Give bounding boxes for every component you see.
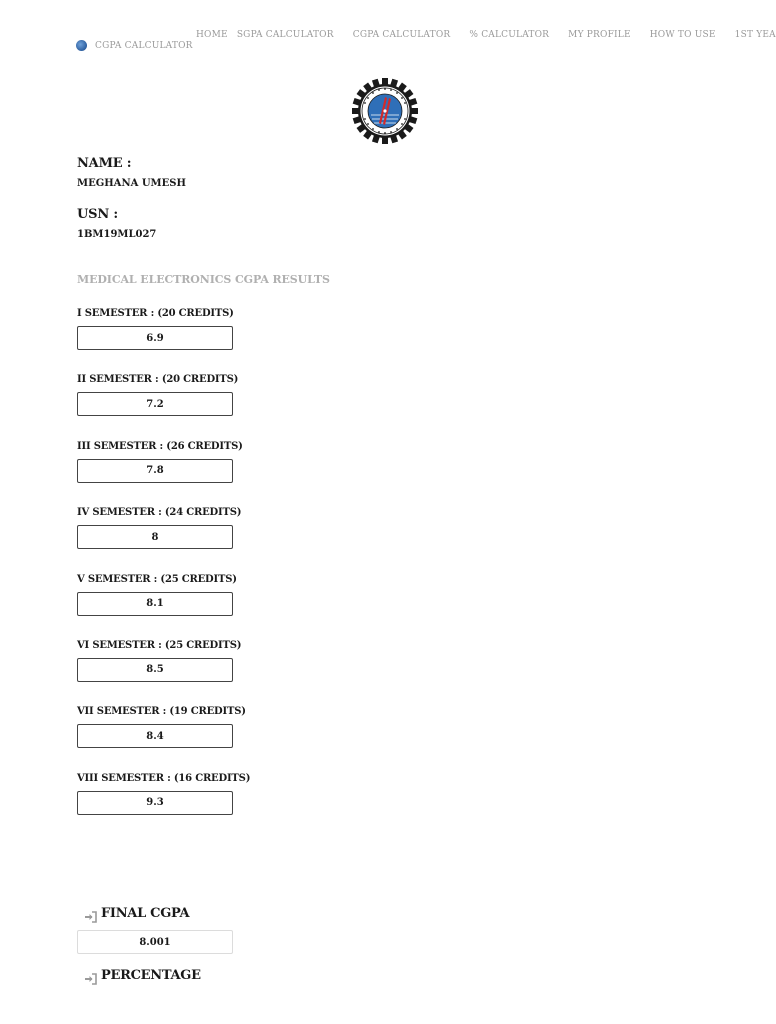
semester-item [77,374,477,440]
brand-link[interactable] [76,40,193,51]
name-title: NAME : [77,156,132,171]
nav-sgpa-calculator[interactable]: SGPA CALCULATOR [236,30,334,40]
semester-label: VII SEMESTER : (19 CREDITS) [77,706,246,718]
semester-item [77,507,477,573]
final-cgpa-label: FINAL CGPA [101,906,190,921]
final-cgpa-field[interactable]: 8.001 [77,930,233,954]
nav-how-to-use[interactable]: HOW TO USE [649,30,716,40]
semester-list [77,308,477,839]
college-gear-logo-icon [352,78,418,144]
name-block [77,156,477,189]
semester-label: VI SEMESTER : (25 CREDITS) [77,639,242,651]
top-navbar [0,0,776,60]
usn-block [77,207,477,240]
semester-item [77,640,477,706]
semester-item [77,706,477,772]
semester-item [77,441,477,507]
main-nav [196,30,776,40]
semester-item [77,773,477,839]
nav-first-year[interactable]: 1ST YEA [734,30,776,40]
semester-label: II SEMESTER : (20 CREDITS) [77,374,239,386]
results-heading: MEDICAL ELECTRONICS CGPA RESULTS [77,273,330,286]
results-content [77,156,477,839]
semester-label: I SEMESTER : (20 CREDITS) [77,308,234,319]
percentage-heading [84,968,201,983]
college-logo-dot-icon [76,40,87,51]
semester-label: VIII SEMESTER : (16 CREDITS) [77,772,251,784]
sign-in-icon [84,908,98,920]
semester-sgpa-field[interactable]: 8.5 [77,658,233,682]
semester-sgpa-field[interactable]: 9.3 [77,791,233,815]
semester-item [77,308,477,374]
semester-label: IV SEMESTER : (24 CREDITS) [77,507,242,519]
semester-sgpa-field[interactable]: 7.2 [77,392,233,416]
semester-item [77,574,477,640]
semester-label: V SEMESTER : (25 CREDITS) [77,573,237,585]
nav-my-profile[interactable]: MY PROFILE [568,30,631,40]
brand-label: CGPA CALCULATOR [95,40,193,51]
sign-in-icon [84,970,98,982]
usn-title: USN : [77,207,118,222]
student-usn: 1BM19ML027 [77,229,157,240]
semester-sgpa-field[interactable]: 8.1 [77,592,233,616]
final-cgpa-heading [84,906,189,921]
semester-sgpa-field[interactable]: 8 [77,525,233,549]
student-name: MEGHANA UMESH [77,178,186,189]
semester-sgpa-field[interactable]: 8.4 [77,724,233,748]
semester-sgpa-field[interactable]: 6.9 [77,326,233,350]
percentage-label: PERCENTAGE [101,968,201,983]
nav-cgpa-calculator[interactable]: CGPA CALCULATOR [352,30,451,40]
nav-percent-calculator[interactable]: % CALCULATOR [469,30,550,40]
semester-label: III SEMESTER : (26 CREDITS) [77,440,243,452]
nav-home[interactable]: HOME [196,30,228,40]
semester-sgpa-field[interactable]: 7.8 [77,459,233,483]
